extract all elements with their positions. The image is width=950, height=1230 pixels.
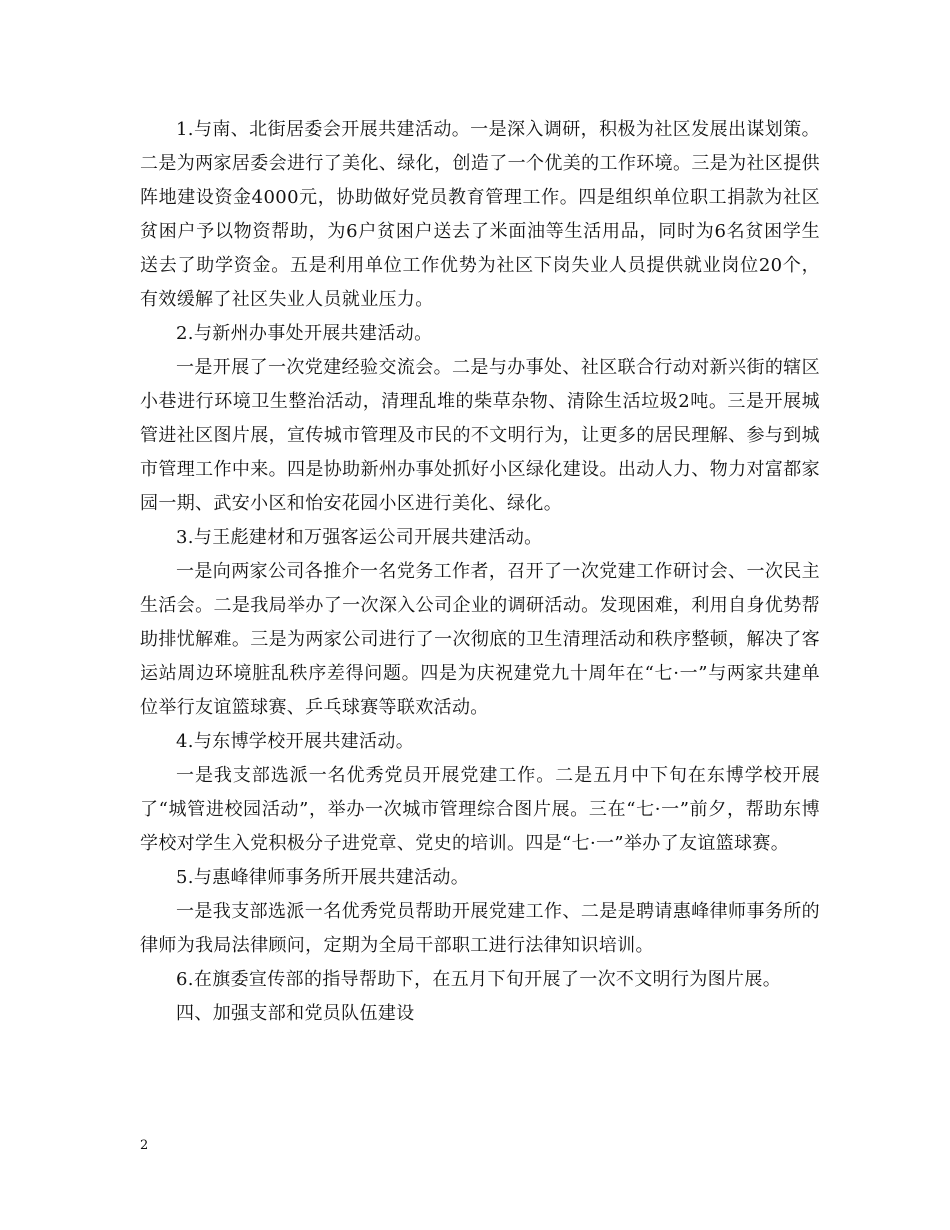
heading-dongbo-school: 4.与东博学校开展共建活动。: [176, 731, 415, 752]
paragraph-xinzhou-activities: 一是开展了一次党建经验交流会。二是与办事处、社区联合行动对新兴街的辖区小巷进行环境卫生整治活动，清理乱堆的柴草杂物、清除生活垃圾2吨。三是开展城管进社区图片展，宣传城市管理及市民的不文明行为，让更多的居民理解、参与到城市管理工作中来。四是协助新州办事处抓好小区绿化建设。出动人力、物力对富都家园一期、武安小区和怡安花园小区进行美化、绿化。: [140, 357, 820, 514]
paragraph-school-activities: 一是我支部选派一名优秀党员开展党建工作。二是五月中下旬在东博学校开展了“城管进校园活动”，举办一次城市管理综合图片展。三在“七·一”前夕，帮助东博学校对学生入党积极分子进党章、党史的培训。四是“七·一”举办了友谊篮球赛。: [140, 765, 820, 854]
paragraph-law-firm-activities: 一是我支部选派一名优秀党员帮助开展党建工作、二是是聘请惠峰律师事务所的律师为我局法律顾问，定期为全局干部职工进行法律知识培训。: [140, 901, 820, 956]
paragraph-companies-activities: 一是向两家公司各推介一名党务工作者，召开了一次党建工作研讨会、一次民主生活会。二是我局举办了一次深入公司企业的调研活动。发现困难，利用自身优势帮助排忧解难。三是为两家公司进行了一次彻底的卫生清理活动和秩序整顿，解决了客运站周边环境脏乱秩序差得问题。四是为庆祝建党九十周年在“七·一”与两家共建单位举行友谊篮球赛、乒乓球赛等联欢活动。: [140, 561, 820, 718]
paragraph-community-cobuilding: 1.与南、北街居委会开展共建活动。一是深入调研，积极为社区发展出谋划策。二是为两家居委会进行了美化、绿化，创造了一个优美的工作环境。三是为社区提供阵地建设资金4000元，协助做好党员教育管理工作。四是组织单位职工捐款为社区贫困户予以物资帮助，为6户贫困户送去了米面油等生活用品，同时为6名贫困学生送去了助学资金。五是利用单位工作优势为社区下岗失业人员提供就业岗位20个，有效缓解了社区失业人员就业压力。: [140, 119, 820, 310]
heading-companies: 3.与王彪建材和万强客运公司开展共建活动。: [176, 527, 543, 548]
page-number: 2: [140, 1138, 149, 1153]
heading-law-firm: 5.与惠峰律师事务所开展共建活动。: [176, 867, 470, 888]
heading-xinzhou-office: 2.与新州办事处开展共建活动。: [176, 323, 433, 344]
paragraph-photo-exhibition: 6.在旗委宣传部的指导帮助下，在五月下旬开展了一次不文明行为图片展。: [176, 969, 782, 990]
section-heading-party-building: 四、加强支部和党员队伍建设: [176, 1003, 415, 1024]
document-body: [140, 113, 820, 1031]
